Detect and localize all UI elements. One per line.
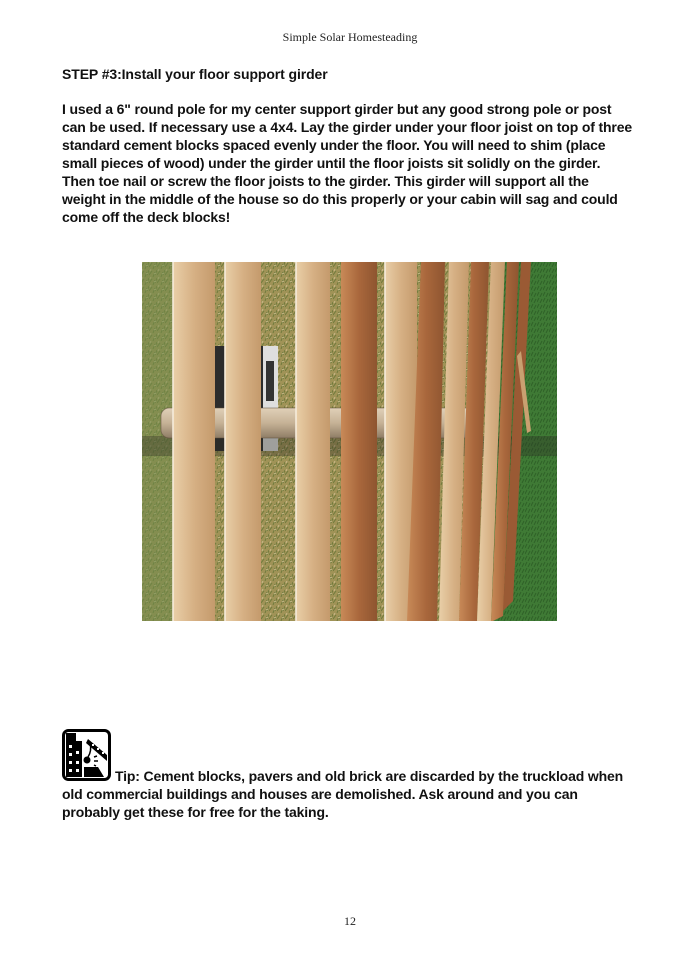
running-header: Simple Solar Homesteading [282, 30, 418, 44]
tip-text-line: probably get these for free for the taking. [62, 804, 329, 820]
photo-illustration [141, 261, 558, 622]
demolition-wrecking-ball-icon [62, 729, 111, 781]
page-number: 12 [344, 914, 356, 928]
body-line: Then toe nail or screw the floor joists to the girder. This girder will support all the [62, 173, 589, 189]
step-body-paragraph [62, 100, 652, 226]
body-line: standard cement blocks spaced evenly under the floor. You will need to shim (place [62, 137, 606, 153]
body-line: can be used. If necessary use a 4x4. Lay the girder under your floor joist on top of three [62, 119, 632, 135]
body-line: weight in the middle of the house so do this properly or your cabin will sag and could [62, 191, 618, 207]
body-line: come off the deck blocks! [62, 209, 231, 225]
tip-text-line: Tip: Cement blocks, pavers and old brick are discarded by the truckload when [115, 768, 624, 784]
body-line: small pieces of wood) under the girder until the floor joists sit solidly on the girder. [62, 155, 601, 171]
step-heading: STEP #3:Install your floor support girder [62, 66, 328, 82]
floor-joists-photo [141, 261, 558, 622]
body-line: I used a 6" round pole for my center support girder but any good strong pole or post [62, 101, 612, 117]
tip-text-line: old commercial buildings and houses are demolished. Ask around and you can [62, 786, 578, 802]
